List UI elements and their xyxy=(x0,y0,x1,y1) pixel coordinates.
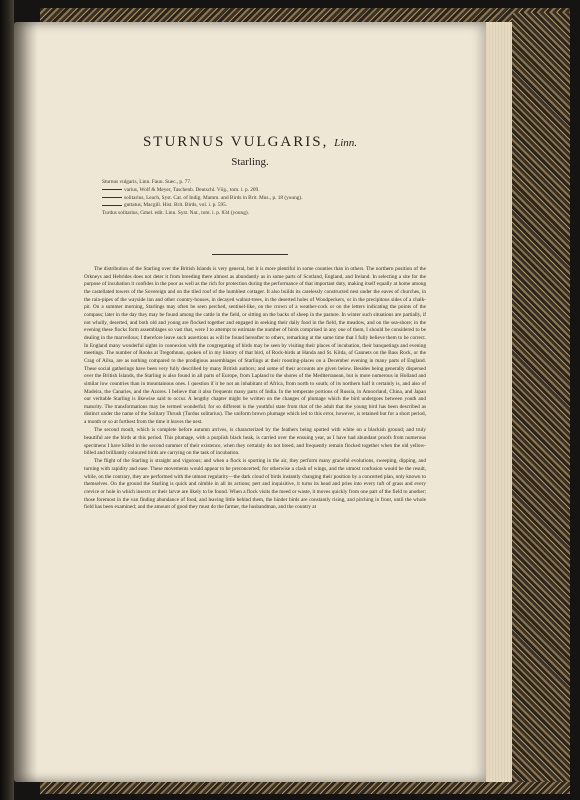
cover-border-top xyxy=(40,8,570,22)
scientific-name: STURNUS VULGARIS, xyxy=(142,134,329,150)
synonymy-list xyxy=(102,179,442,218)
cover-border-right xyxy=(512,12,570,794)
synonymy-text: Turdus solitarius, Gmel. edit. Linn. Syst. Nat., tom. i. p. 834 (young). xyxy=(102,210,249,217)
synonymy-line xyxy=(102,210,442,218)
common-name: Starling. xyxy=(231,156,269,168)
paragraph: The flight of the Starling is straight and vigorous; and when a flock is sporting in the air, they perform many graceful evolutions, sweeping, dipping, and turning with rapidity and ease. These movements would appear to be preconcerted; for otherwise a clash of wings, and the utmost confusion would be the result, while, on the contrary, they are performed with the utmost regularity—the dark cloud of birds instantly changing their position by a concerted plan, only known to themselves. On the ground the Starling is quick and nimble in all its actions; pert and inquisitive, it turns its head and pries into every tuft of grass and every crevice or hole in which insects or their larvæ are likely to be found. When a flock visits the meed or waste, it moves quickly from one part of the field to another; those foremost in the van finding abundance of food, and leaving little behind them, the hinder birds are constantly rising, and pitching in front, until the whole field has been examined; and the amount of good they must do the farmer, the husbandman, and the country at xyxy=(84,458,426,511)
authority: Linn. xyxy=(334,137,358,149)
synonymy-text: guttatus, Macgill. Hist. Brit. Birds, vol. i. p. 595. xyxy=(124,202,228,209)
cover-border-bottom xyxy=(40,782,570,794)
ditto-dash xyxy=(102,197,122,198)
body-text xyxy=(84,266,426,512)
book-page xyxy=(14,22,486,782)
ditto-dash xyxy=(102,205,122,206)
synonymy-text: solitarius, Leach, Syst. Cat. of Indig. Mamm. and Birds in Brit. Mus., p. 18 (young). xyxy=(124,194,303,201)
ditto-dash xyxy=(102,189,122,190)
synonymy-line xyxy=(102,179,442,187)
page-edges xyxy=(486,22,512,782)
synonymy-text: Sturnus vulgaris, Linn. Faun. Suec., p. 77. xyxy=(102,179,192,185)
synonymy-line xyxy=(102,187,442,195)
synonymy-text: varius, Wolf & Meyer, Taschenb. Deutschl. Vög., tom. i. p. 209. xyxy=(124,186,260,193)
book-left-edge xyxy=(0,0,14,800)
synonymy-line xyxy=(102,195,442,203)
paragraph: The second moult, which is complete before autumn arrives, is characterized by the feathers being spotted with white on a blackish ground; and truly beautiful are the birds at this period. This plumage, with a purplish black beak, is carried over the ensuing year, as I have had abundant proofs from numerous specimens I have killed in the second summer of their existence, when they certainly do not breed, and frequently remain flocked together when the old yellow-billed and brilliantly coloured birds are carrying on the task of incubation. xyxy=(84,427,426,457)
section-rule xyxy=(212,254,288,255)
paragraph: The distribution of the Starling over the British Islands is very general, but it is more plentiful in some counties than in others. The northern position of the Orkneys and Hebrides does not deter it from breeding there almost as abundantly as in some parts of Scotland, England, and Ireland. In selecting a site for the purpose of incubation it confides in the poor as well as the rich for protection during the performance of that important duty, making itself equally at home among the castellated towers of the Sovereign and on the tiled roof of the humblest cottager. It also builds its carelessly constructed nest under the eaves of churches, in the rain-pipes of the wayside inn and other country-houses, in decayed walnut-trees, in the deserted holes of Woodpeckers, or in the precipitous sides of a chalk-pit. On a summer morning, Starlings may often be seen perched, sentinel-like, on the crown of a weather-cock or on the letters indicating the points of the compass; later in the day they may be found among the cattle in the field, or sitting on the backs of sheep in the pasture. In winter such situations are partially, if not wholly, deserted, and both old and young are flocked together and engaged in seeking their daily food in the field, the meadow, and on the sea-shore; in the evening these flocks form assemblages so vast that, were I to attempt to estimate the number of birds comprised in any one of them, I should be considered to be dealing in the marvellous; I therefore leave such assertions as will be found hereafter to others, remarking at the same time that I fully believe them to be correct. In England many wonderful sights in connexion with the congregating of birds may be seen by visiting their places of incubation, their banquetings and evening meetings. The number of Rooks at Tregothnan, spoken of in my history of that bird, of Rock-birds at Handa and St. Kilda, of Gannets on the Bass Rock, or the Crag of Ailsa, are as nothing compared to the prodigious assemblages of Starlings at their roosting-places on a December evening in many parts of England. These social gatherings have been very fully described by many British authors; and some of their accounts are given below. Besides being generally dispersed over the British Islands, the Starling is also found in all parts of Europe, from Lapland to the shores of the Mediterranean, but is more numerous in Holland and similar low countries than in mountainous ones. I question if it be not an inhabitant of Africa, from north to south; of its northern half it certainly is, and also of Madeira, the Canaries, and the Azores. I believe that it also frequents many parts of India. In the temperate portions of Russia, in Amoorland, China, and Japan our veritable Starling is likewise said to occur. A lengthy chapter might be written on the changes of plumage which the bird undergoes between youth and maturity. The transformations may be termed wonderful; for so different is the youthful state from that of the adult that the young bird has been described as distinct under the name of the Solitary Thrush (Turdus solitarius). The uniform brown plumage which led to this error, however, is retained but for a short period, a month or so at furthest from the time it leaves the nest. xyxy=(84,266,426,426)
species-title xyxy=(14,134,486,151)
